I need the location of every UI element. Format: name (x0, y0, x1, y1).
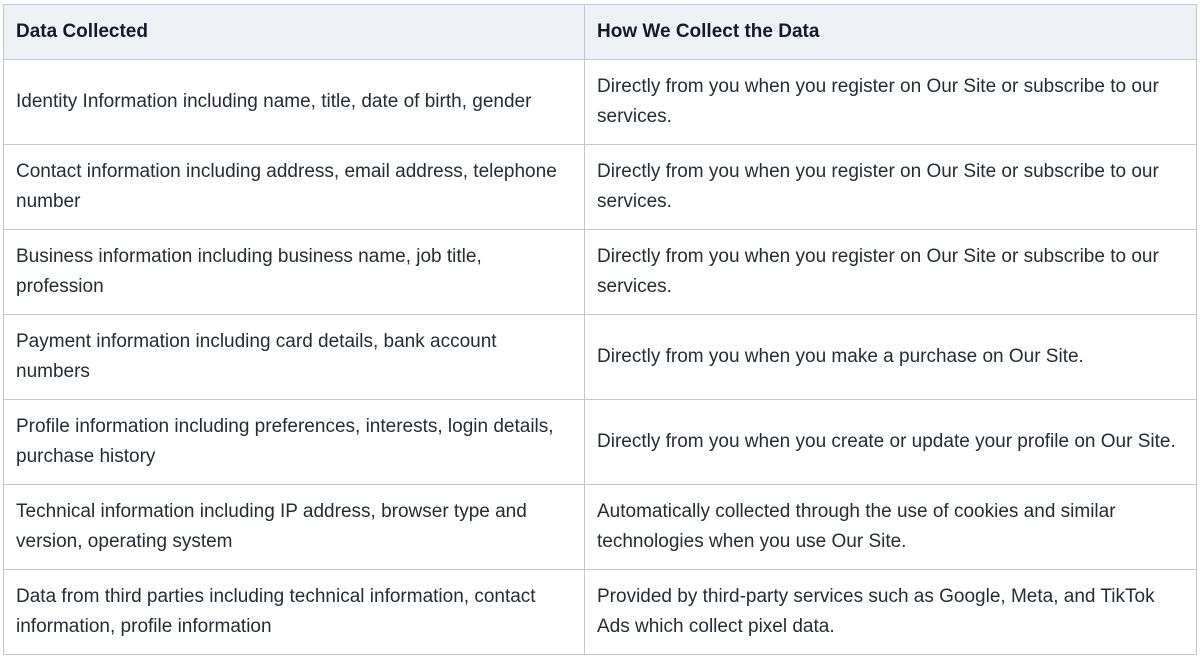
cell-how-collected: Directly from you when you register on Our Site or subscribe to our services. (585, 145, 1197, 230)
table-row (4, 485, 1197, 570)
header-how-we-collect: How We Collect the Data (585, 5, 1197, 60)
cell-data-collected: Technical information including IP address, browser type and version, operating system (4, 485, 585, 570)
cell-data-collected: Profile information including preferences, interests, login details, purchase history (4, 400, 585, 485)
header-row (4, 5, 1197, 60)
cell-how-collected: Directly from you when you register on Our Site or subscribe to our services. (585, 60, 1197, 145)
table-row (4, 145, 1197, 230)
table-row (4, 315, 1197, 400)
cell-how-collected: Automatically collected through the use of cookies and similar technologies when you use Our Site. (585, 485, 1197, 570)
cell-data-collected: Business information including business name, job title, profession (4, 230, 585, 315)
data-collection-table-container (3, 4, 1196, 655)
cell-how-collected: Directly from you when you register on Our Site or subscribe to our services. (585, 230, 1197, 315)
header-data-collected: Data Collected (4, 5, 585, 60)
table-row (4, 60, 1197, 145)
cell-how-collected: Directly from you when you make a purchase on Our Site. (585, 315, 1197, 400)
cell-data-collected: Payment information including card details, bank account numbers (4, 315, 585, 400)
table-row (4, 570, 1197, 655)
table-body (4, 60, 1197, 655)
cell-data-collected: Identity Information including name, title, date of birth, gender (4, 60, 585, 145)
table-row (4, 400, 1197, 485)
cell-data-collected: Data from third parties including technical information, contact information, profile information (4, 570, 585, 655)
data-collection-table (3, 4, 1197, 655)
cell-how-collected: Directly from you when you create or update your profile on Our Site. (585, 400, 1197, 485)
cell-data-collected: Contact information including address, email address, telephone number (4, 145, 585, 230)
table-row (4, 230, 1197, 315)
table-header (4, 5, 1197, 60)
cell-how-collected: Provided by third-party services such as Google, Meta, and TikTok Ads which collect pixel data. (585, 570, 1197, 655)
